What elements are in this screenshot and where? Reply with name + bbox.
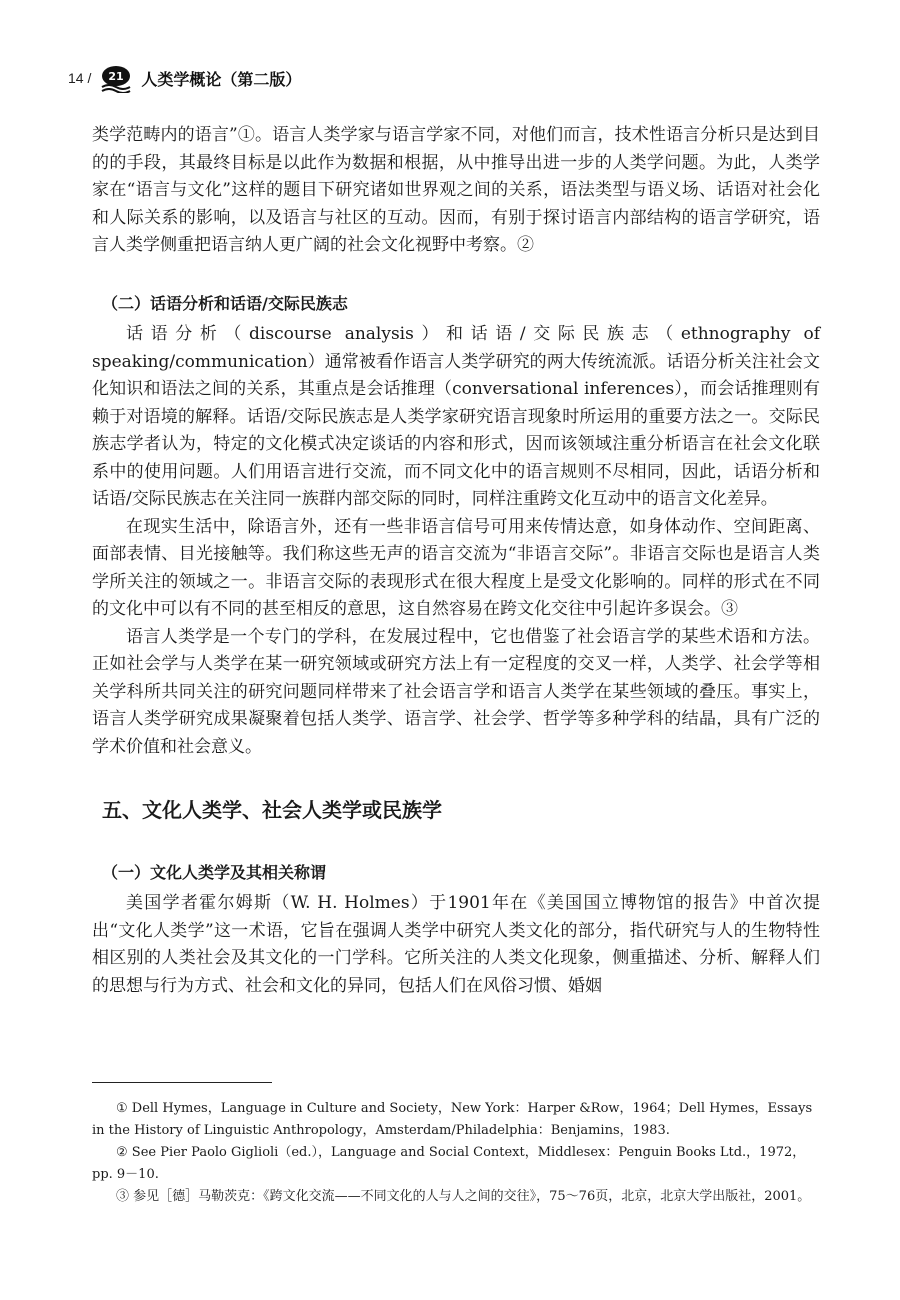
- footnote: ② See Pier Paolo Giglioli（ed.），Language and Social Context，Middlesex：Penguin Books Ltd.，1972，pp. 9－10.: [92, 1145, 806, 1182]
- section-heading: （二）话语分析和话语/交际民族志: [102, 293, 348, 313]
- paragraph: 美国学者霍尔姆斯（W. H. Holmes）于1901年在《美国国立博物馆的报告》中首次提出“文化人类学”这一术语，它旨在强调人类学中研究人类文化的部分，指代研究与人的生物特性相区别的人类社会及其文化的一门学科。它所关注的人类文化现象，侧重描述、分析、解释人们的思想与行为方式、社会和文化的异同，包括人们在风俗习惯、婚姻: [92, 893, 820, 996]
- paragraph: 语言人类学是一个专门的学科，在发展过程中，它也借鉴了社会语言学的某些术语和方法。正如社会学与人类学在某一研究领域或研究方法上有一定程度的交叉一样，人类学、社会学等相关学科所共同关注的研究问题同样带来了社会语言学和语言人类学在某些领域的叠压。事实上，语言人类学研究成果凝聚着包括人类学、语言学、社会学、哲学等多种学科的结晶，具有广泛的学术价值和社会意义。: [92, 626, 820, 757]
- page-body: [92, 122, 820, 1000]
- chapter-section-heading: 五、文化人类学、社会人类学或民族学: [102, 798, 442, 822]
- svg-text:21: 21: [108, 70, 125, 83]
- footnote: ① Dell Hymes，Language in Culture and Society，New York：Harper &Row，1964；Dell Hymes，Essays in the History of Linguistic Anthropology，Amsterdam/Philadelphia：Benjamins，1983.: [92, 1101, 813, 1138]
- book-title: 人类学概论（第二版）: [141, 69, 302, 89]
- publisher-logo-icon: [99, 63, 133, 93]
- footnotes: [92, 1098, 820, 1208]
- paragraph: 在现实生活中，除语言外，还有一些非语言信号可用来传情达意，如身体动作、空间距离、面部表情、目光接触等。我们称这些无声的语言交流为“非语言交际”。非语言交际也是语言人类学所关注的领域之一。非语言交际的表现形式在很大程度上是受文化影响的。同样的形式在不同的文化中可以有不同的甚至相反的意思，这自然容易在跨文化交往中引起许多误会。③: [92, 516, 820, 619]
- paragraph: 类学范畴内的语言”①。语言人类学家与语言学家不同，对他们而言，技术性语言分析只是达到目的的手段，其最终目标是以此作为数据和根据，从中推导出进一步的人类学问题。为此，人类学家在“语言与文化”这样的题目下研究诸如世界观之间的关系，语法类型与语义场、话语对社会化和人际关系的影响，以及语言与社区的互动。因而，有别于探讨语言内部结构的语言学研究，语言人类学侧重把语言纳人更广阔的社会文化视野中考察。②: [92, 125, 820, 255]
- footnote: ③ 参见［德］马勒茨克：《跨文化交流——不同文化的人与人之间的交往》，75～76页，北京，北京大学出版社，2001。: [116, 1189, 811, 1204]
- paragraph: 话语分析（discourse analysis）和话语/交际民族志（ethnography of speaking/communication）通常被看作语言人类学研究的两大传统流派。话语分析关注社会文化知识和语法之间的关系，其重点是会话推理（conversational inferences），而会话推理则有赖于对语境的解释。话语/交际民族志是人类学家研究语言现象时所运用的重要方法之一。交际民族志学者认为，特定的文化模式决定谈话的内容和形式，因而该领域注重分析语言在社会文化联系中的使用问题。人们用语言进行交流，而不同文化中的语言规则不尽相同，因此，话语分析和话语/交际民族志在关注同一族群内部交际的同时，同样注重跨文化互动中的语言文化差异。: [92, 324, 820, 509]
- section-heading: （一）文化人类学及其相关称谓: [102, 862, 327, 882]
- footnote-divider: [92, 1082, 272, 1083]
- page-number: 14 /: [68, 70, 92, 86]
- running-header: [68, 60, 301, 96]
